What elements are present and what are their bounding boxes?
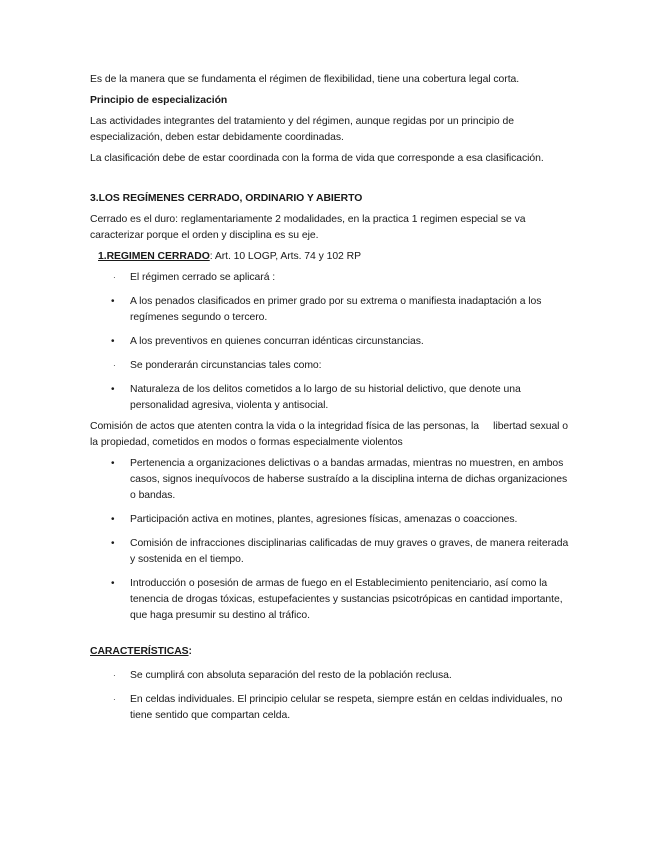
list-caracteristicas [90, 668, 570, 724]
section-heading-regimenes: 3.LOS REGÍMENES CERRADO, ORDINARIO Y ABIERTO [90, 193, 363, 204]
paragraph-flexibilidad: Es de la manera que se fundamenta el régimen de flexibilidad, tiene una cobertura legal corta. [90, 74, 520, 85]
paragraph-cerrado: Cerrado es el duro: reglamentariamente 2 modalidades, en la practica 1 regimen especial se va caracterizar porque el orden y disciplina es su eje. [90, 214, 526, 241]
bullet-icon: • [111, 384, 115, 395]
list-item: • Participación activa en motines, plantes, agresiones físicas, amenazas o coacciones. [90, 512, 570, 528]
subheading-regimen-cerrado [90, 249, 570, 265]
list-item: • A los preventivos en quienes concurran idénticas circunstancias. [90, 334, 570, 350]
bullet-icon: · [113, 361, 116, 370]
paragraph-comision: Comisión de actos que atenten contra la vida o la integridad física de las personas, la libertad sexual o la propiedad, cometidos en modos o formas especialmente violentos [90, 421, 571, 448]
bullet-icon: • [111, 336, 115, 347]
paragraph-actividades: Las actividades integrantes del tratamiento y del régimen, aunque regidas por un principio de especialización, deben estar debidamente coordinadas. [90, 116, 514, 143]
heading-caracteristicas: CARACTERÍSTICAS: [90, 646, 192, 657]
list-circunstancias [90, 456, 570, 624]
list-item: • Comisión de infracciones disciplinarias calificadas de muy graves o graves, de manera reiterada y sostenida en el tiempo. [111, 538, 569, 565]
list-item: • A los penados clasificados en primer grado por su extrema o manifiesta inadaptación a los regímenes segundo o tercero. [111, 296, 542, 323]
bullet-icon: · [113, 695, 116, 704]
list-item: · Se cumplirá con absoluta separación del resto de la población reclusa. [90, 668, 570, 684]
bullet-icon: • [111, 514, 115, 525]
bullet-icon: • [111, 458, 115, 469]
bullet-icon: • [111, 538, 115, 549]
bullet-icon: • [111, 578, 115, 589]
list-item: • Pertenencia a organizaciones delictivas o a bandas armadas, mientras no muestren, en ambos casos, signos inequívocos de haberse sustraído a la disciplina interna de dichas organizaciones o bandas. [111, 458, 568, 501]
bullet-icon: · [113, 671, 116, 680]
regimen-cerrado-title: 1.REGIMEN CERRADO [98, 251, 210, 262]
list-regimen-cerrado [90, 270, 570, 414]
list-item: • Naturaleza de los delitos cometidos a lo largo de su historial delictivo, que denote una personalidad agresiva, violenta y antisocial. [111, 384, 521, 411]
list-item: • Introducción o posesión de armas de fuego en el Establecimiento penitenciario, así como la tenencia de drogas tóxicas, estupefacientes y sustancias psicotrópicas en cantidad importante, que haga presumir su destino al tráfico. [111, 578, 563, 621]
list-item: · Se ponderarán circunstancias tales como: [90, 358, 570, 374]
list-item: · El régimen cerrado se aplicará : [90, 270, 570, 286]
document-page [90, 72, 570, 724]
paragraph-clasificacion: La clasificación debe de estar coordinada con la forma de vida que corresponde a esa clasificación. [90, 153, 544, 164]
regimen-cerrado-reference: : Art. 10 LOGP, Arts. 74 y 102 RP [209, 251, 361, 262]
heading-especializacion: Principio de especialización [90, 95, 228, 106]
list-item: · En celdas individuales. El principio celular se respeta, siempre están en celdas individuales, no tiene sentido que compartan celda. [113, 694, 563, 721]
bullet-icon: • [111, 296, 115, 307]
bullet-icon: · [113, 273, 116, 282]
